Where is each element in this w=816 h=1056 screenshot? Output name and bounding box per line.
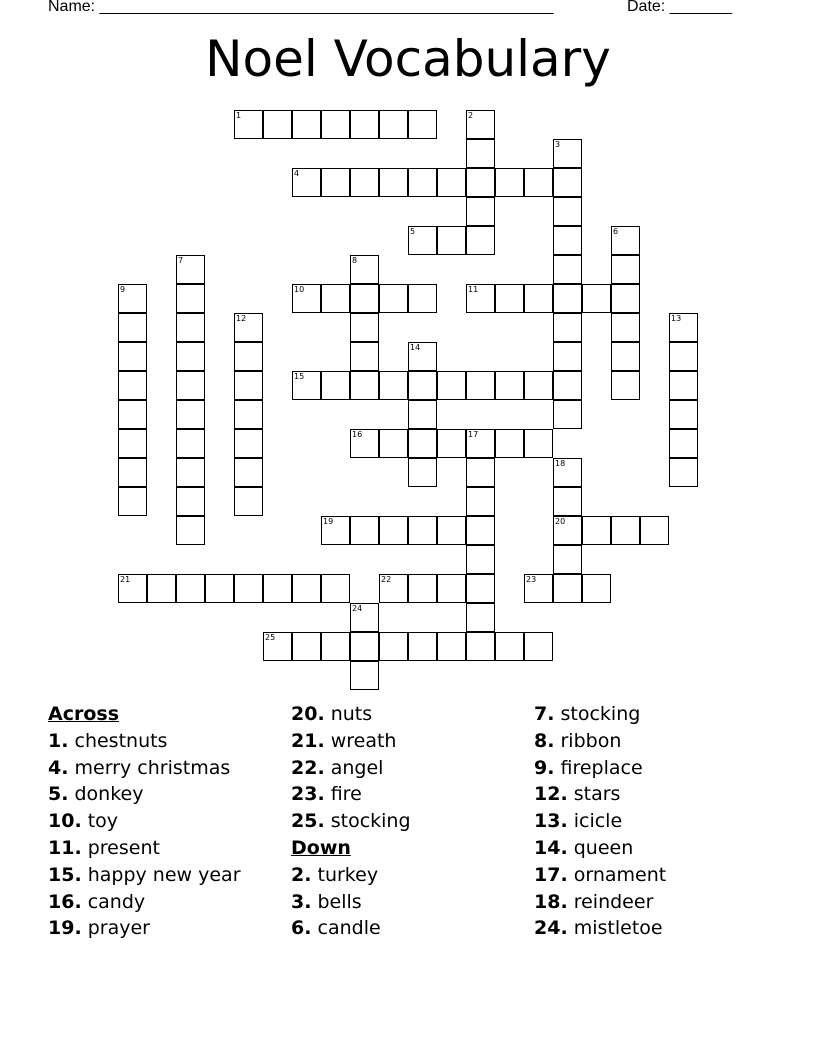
crossword-cell[interactable] — [234, 313, 263, 342]
crossword-cell[interactable] — [176, 255, 205, 284]
clue-column-1 — [48, 701, 241, 942]
crossword-cell[interactable] — [466, 110, 495, 139]
crossword-cell[interactable] — [379, 516, 408, 545]
crossword-cell[interactable] — [466, 197, 495, 226]
clue-item-answer: donkey — [74, 783, 144, 806]
crossword-cell[interactable] — [553, 400, 582, 429]
clue-item-number: 19. — [48, 917, 82, 940]
crossword-cell[interactable] — [582, 574, 611, 603]
crossword-cell[interactable] — [379, 284, 408, 313]
crossword-cell[interactable] — [669, 400, 698, 429]
crossword-cell[interactable] — [350, 429, 379, 458]
clue-item — [48, 915, 241, 942]
crossword-cell[interactable] — [669, 429, 698, 458]
clue-number: 5 — [410, 227, 416, 236]
crossword-cell[interactable] — [147, 574, 176, 603]
crossword-cell[interactable] — [611, 313, 640, 342]
crossword-cell[interactable] — [379, 429, 408, 458]
clue-column-3 — [534, 701, 666, 942]
crossword-cell[interactable] — [118, 429, 147, 458]
crossword-cell[interactable] — [437, 632, 466, 661]
crossword-cell[interactable] — [379, 632, 408, 661]
crossword-cell[interactable] — [437, 429, 466, 458]
clue-number: 19 — [323, 517, 334, 526]
crossword-cell[interactable] — [437, 371, 466, 400]
crossword-cell[interactable] — [466, 545, 495, 574]
clue-item-number: 8. — [534, 729, 555, 752]
clue-item — [48, 835, 241, 862]
crossword-cell[interactable] — [350, 342, 379, 371]
crossword-cell[interactable] — [669, 458, 698, 487]
crossword-cell[interactable] — [437, 168, 466, 197]
clue-number: 4 — [294, 169, 300, 178]
crossword-cell[interactable] — [292, 168, 321, 197]
across-clue-list — [48, 728, 241, 942]
clue-item — [291, 781, 411, 808]
crossword-cell[interactable] — [408, 516, 437, 545]
clue-item — [291, 755, 411, 782]
crossword-cell[interactable] — [350, 255, 379, 284]
clue-item — [534, 915, 666, 942]
clue-item — [291, 915, 411, 942]
clue-number: 2 — [468, 111, 474, 120]
crossword-cell[interactable] — [669, 371, 698, 400]
clue-item-answer: nuts — [330, 703, 373, 725]
crossword-cell[interactable] — [118, 313, 147, 342]
crossword-cell[interactable] — [553, 139, 582, 168]
crossword-cell[interactable] — [118, 400, 147, 429]
clue-item — [534, 755, 666, 782]
crossword-cell[interactable] — [321, 516, 350, 545]
clue-number: 9 — [120, 285, 126, 294]
crossword-cell[interactable] — [263, 632, 292, 661]
clue-item — [291, 862, 411, 889]
clue-number: 20 — [555, 517, 566, 526]
crossword-cell[interactable] — [350, 110, 379, 139]
crossword-cell[interactable] — [524, 284, 553, 313]
clue-item-number: 18. — [534, 890, 568, 913]
clue-item-answer: fireplace — [560, 756, 643, 779]
clue-number: 16 — [352, 430, 363, 439]
clue-item-answer: present — [87, 836, 160, 859]
clue-item-number: 25. — [291, 810, 325, 833]
crossword-cell[interactable] — [379, 574, 408, 603]
clue-number: 22 — [381, 575, 392, 584]
crossword-cell[interactable] — [292, 574, 321, 603]
crossword-cell[interactable] — [553, 371, 582, 400]
crossword-cell[interactable] — [118, 371, 147, 400]
clue-item-answer: prayer — [87, 917, 150, 940]
crossword-cell[interactable] — [176, 313, 205, 342]
crossword-cell[interactable] — [176, 284, 205, 313]
crossword-cell[interactable] — [408, 371, 437, 400]
clue-item-number: 21. — [291, 729, 325, 752]
clue-item-answer: candle — [317, 917, 381, 940]
crossword-cell[interactable] — [379, 168, 408, 197]
crossword-cell[interactable] — [466, 226, 495, 255]
clue-item — [48, 755, 241, 782]
clue-item-answer: angel — [330, 756, 384, 779]
clue-item — [534, 701, 666, 728]
crossword-cell[interactable] — [466, 632, 495, 661]
clue-item — [48, 781, 241, 808]
crossword-cell[interactable] — [176, 487, 205, 516]
crossword-cell[interactable] — [350, 661, 379, 690]
name-field-label: Name: ___________________________________________________ — [48, 0, 554, 15]
clue-number: 13 — [671, 314, 682, 323]
crossword-cell[interactable] — [495, 371, 524, 400]
crossword-cell[interactable] — [466, 429, 495, 458]
crossword-cell[interactable] — [292, 632, 321, 661]
clue-item — [48, 889, 241, 916]
crossword-cell[interactable] — [611, 255, 640, 284]
clue-number: 11 — [468, 285, 479, 294]
crossword-cell[interactable] — [350, 284, 379, 313]
crossword-cell[interactable] — [466, 371, 495, 400]
clue-item — [534, 808, 666, 835]
crossword-cell[interactable] — [408, 429, 437, 458]
clue-item-number: 13. — [534, 810, 568, 833]
clue-item-number: 2. — [291, 863, 312, 886]
crossword-cell[interactable] — [321, 371, 350, 400]
clue-number: 7 — [178, 256, 184, 265]
crossword-cell[interactable] — [611, 342, 640, 371]
clue-item-number: 15. — [48, 863, 82, 886]
crossword-cell[interactable] — [234, 342, 263, 371]
clue-number: 12 — [236, 314, 247, 323]
crossword-cell[interactable] — [669, 342, 698, 371]
crossword-cell[interactable] — [611, 516, 640, 545]
clue-item-answer: candy — [87, 890, 146, 913]
clue-item-number: 23. — [291, 783, 325, 806]
crossword-cell[interactable] — [553, 516, 582, 545]
crossword-cell[interactable] — [234, 371, 263, 400]
clue-item-answer: wreath — [330, 729, 397, 752]
clue-item-number: 1. — [48, 729, 69, 752]
clue-item — [291, 701, 411, 728]
clue-item-answer: reindeer — [573, 890, 654, 913]
clue-item — [291, 808, 411, 835]
crossword-cell[interactable] — [582, 516, 611, 545]
crossword-cell[interactable] — [379, 371, 408, 400]
crossword-cell[interactable] — [176, 574, 205, 603]
clue-item-answer: stocking — [330, 810, 411, 833]
crossword-cell[interactable] — [466, 284, 495, 313]
crossword-cell[interactable] — [118, 342, 147, 371]
clue-number: 15 — [294, 372, 305, 381]
crossword-cell[interactable] — [263, 574, 292, 603]
clue-item — [48, 862, 241, 889]
clue-item-answer: fire — [330, 783, 362, 806]
crossword-cell[interactable] — [495, 429, 524, 458]
crossword-cell[interactable] — [321, 168, 350, 197]
crossword-cell[interactable] — [118, 574, 147, 603]
crossword-cell[interactable] — [437, 574, 466, 603]
crossword-cell[interactable] — [466, 487, 495, 516]
clue-item-number: 14. — [534, 836, 568, 859]
clue-item-number: 9. — [534, 756, 555, 779]
crossword-cell[interactable] — [524, 632, 553, 661]
crossword-cell[interactable] — [350, 632, 379, 661]
clue-number: 21 — [120, 575, 131, 584]
clue-item-answer: happy new year — [87, 863, 241, 886]
down-clue-list-continued — [534, 701, 666, 942]
crossword-cell[interactable] — [553, 197, 582, 226]
crossword-cell[interactable] — [234, 487, 263, 516]
crossword-cell[interactable] — [234, 429, 263, 458]
clue-item — [534, 728, 666, 755]
clue-column-2 — [291, 701, 411, 942]
clue-item-answer: stars — [573, 783, 621, 806]
crossword-cell[interactable] — [466, 139, 495, 168]
crossword-cell[interactable] — [292, 371, 321, 400]
crossword-cell[interactable] — [640, 516, 669, 545]
clue-item-answer: stocking — [560, 703, 641, 725]
clue-item — [534, 862, 666, 889]
crossword-cell[interactable] — [263, 110, 292, 139]
clue-item — [291, 728, 411, 755]
crossword-cell[interactable] — [495, 284, 524, 313]
clue-item-answer: toy — [87, 810, 119, 833]
clue-item — [534, 781, 666, 808]
crossword-cell[interactable] — [553, 458, 582, 487]
clue-item-number: 6. — [291, 917, 312, 940]
crossword-cell[interactable] — [350, 516, 379, 545]
clue-item — [48, 808, 241, 835]
crossword-cell[interactable] — [466, 516, 495, 545]
crossword-cell[interactable] — [321, 574, 350, 603]
crossword-cell[interactable] — [611, 226, 640, 255]
crossword-cell[interactable] — [118, 284, 147, 313]
clue-number: 10 — [294, 285, 305, 294]
clue-item — [534, 889, 666, 916]
clue-item-number: 24. — [534, 917, 568, 940]
crossword-cell[interactable] — [524, 168, 553, 197]
crossword-cell[interactable] — [205, 574, 234, 603]
crossword-cell[interactable] — [553, 313, 582, 342]
clue-number: 3 — [555, 140, 561, 149]
crossword-cell[interactable] — [176, 400, 205, 429]
crossword-cell[interactable] — [553, 487, 582, 516]
crossword-cell[interactable] — [408, 458, 437, 487]
clue-item-number: 16. — [48, 890, 82, 913]
crossword-cell[interactable] — [553, 284, 582, 313]
clue-item-answer: bells — [317, 890, 362, 913]
clue-item — [48, 728, 241, 755]
crossword-cell[interactable] — [234, 400, 263, 429]
crossword-cell[interactable] — [466, 168, 495, 197]
crossword-cell[interactable] — [524, 429, 553, 458]
clue-item-answer: chestnuts — [74, 729, 168, 752]
crossword-cell[interactable] — [611, 371, 640, 400]
clue-item-number: 7. — [534, 703, 555, 725]
crossword-cell[interactable] — [437, 516, 466, 545]
crossword-cell[interactable] — [437, 226, 466, 255]
crossword-cell[interactable] — [234, 574, 263, 603]
crossword-cell[interactable] — [350, 603, 379, 632]
clue-number: 18 — [555, 459, 566, 468]
clue-item-number: 20. — [291, 703, 325, 725]
clue-item-number: 11. — [48, 836, 82, 859]
clue-item-number: 12. — [534, 783, 568, 806]
crossword-cell[interactable] — [408, 168, 437, 197]
crossword-cell[interactable] — [553, 545, 582, 574]
crossword-cell[interactable] — [350, 313, 379, 342]
crossword-cell[interactable] — [495, 632, 524, 661]
crossword-cell[interactable] — [321, 110, 350, 139]
crossword-cell[interactable] — [553, 226, 582, 255]
crossword-cell[interactable] — [466, 603, 495, 632]
clue-item-number: 10. — [48, 810, 82, 833]
crossword-cell[interactable] — [408, 400, 437, 429]
down-clue-list — [291, 862, 411, 942]
clue-number: 17 — [468, 430, 479, 439]
clue-item-answer: queen — [573, 836, 634, 859]
clue-item — [291, 889, 411, 916]
crossword-cell[interactable] — [379, 110, 408, 139]
crossword-cell[interactable] — [408, 284, 437, 313]
crossword-cell[interactable] — [408, 632, 437, 661]
clue-item-number: 3. — [291, 890, 312, 913]
clue-item-answer: turkey — [317, 863, 379, 886]
crossword-cell[interactable] — [611, 284, 640, 313]
crossword-cell[interactable] — [176, 342, 205, 371]
clue-item-answer: mistletoe — [573, 917, 663, 940]
across-heading: Across — [48, 703, 120, 725]
clue-number: 14 — [410, 343, 421, 352]
clue-number: 24 — [352, 604, 363, 613]
clue-item-number: 17. — [534, 863, 568, 886]
clue-item-number: 5. — [48, 783, 69, 806]
clue-item-answer: merry christmas — [74, 756, 231, 779]
crossword-cell[interactable] — [553, 342, 582, 371]
clue-number: 8 — [352, 256, 358, 265]
crossword-cell[interactable] — [495, 168, 524, 197]
crossword-cell[interactable] — [408, 342, 437, 371]
clue-item — [534, 835, 666, 862]
crossword-cell[interactable] — [408, 574, 437, 603]
clue-number: 1 — [236, 111, 242, 120]
crossword-cell[interactable] — [582, 284, 611, 313]
clue-number: 6 — [613, 227, 619, 236]
crossword-cell[interactable] — [466, 574, 495, 603]
crossword-cell[interactable] — [292, 284, 321, 313]
crossword-cell[interactable] — [321, 632, 350, 661]
crossword-cell[interactable] — [553, 168, 582, 197]
clue-item-number: 4. — [48, 756, 69, 779]
clue-item-number: 22. — [291, 756, 325, 779]
crossword-cell[interactable] — [321, 284, 350, 313]
crossword-cell[interactable] — [234, 110, 263, 139]
page-title: Noel Vocabulary — [205, 30, 611, 88]
clue-item-answer: icicle — [573, 810, 623, 833]
crossword-cell[interactable] — [234, 458, 263, 487]
crossword-cell[interactable] — [350, 371, 379, 400]
crossword-cell[interactable] — [553, 574, 582, 603]
crossword-cell[interactable] — [350, 168, 379, 197]
date-field-label: Date: _______ — [627, 0, 732, 15]
crossword-cell[interactable] — [176, 429, 205, 458]
across-clue-list-continued — [291, 701, 411, 835]
clue-number: 25 — [265, 633, 276, 642]
crossword-cell[interactable] — [524, 574, 553, 603]
crossword-cell[interactable] — [408, 226, 437, 255]
clue-number: 23 — [526, 575, 537, 584]
crossword-cell[interactable] — [292, 110, 321, 139]
crossword-cell[interactable] — [176, 516, 205, 545]
crossword-cell[interactable] — [466, 458, 495, 487]
crossword-cell[interactable] — [553, 255, 582, 284]
clue-item-answer: ribbon — [560, 729, 622, 752]
crossword-cell[interactable] — [118, 458, 147, 487]
crossword-cell[interactable] — [176, 458, 205, 487]
crossword-cell[interactable] — [176, 371, 205, 400]
clue-item-answer: ornament — [573, 863, 667, 886]
crossword-cell[interactable] — [408, 110, 437, 139]
crossword-cell[interactable] — [524, 371, 553, 400]
down-heading: Down — [291, 836, 351, 859]
crossword-cell[interactable] — [669, 313, 698, 342]
crossword-cell[interactable] — [118, 487, 147, 516]
